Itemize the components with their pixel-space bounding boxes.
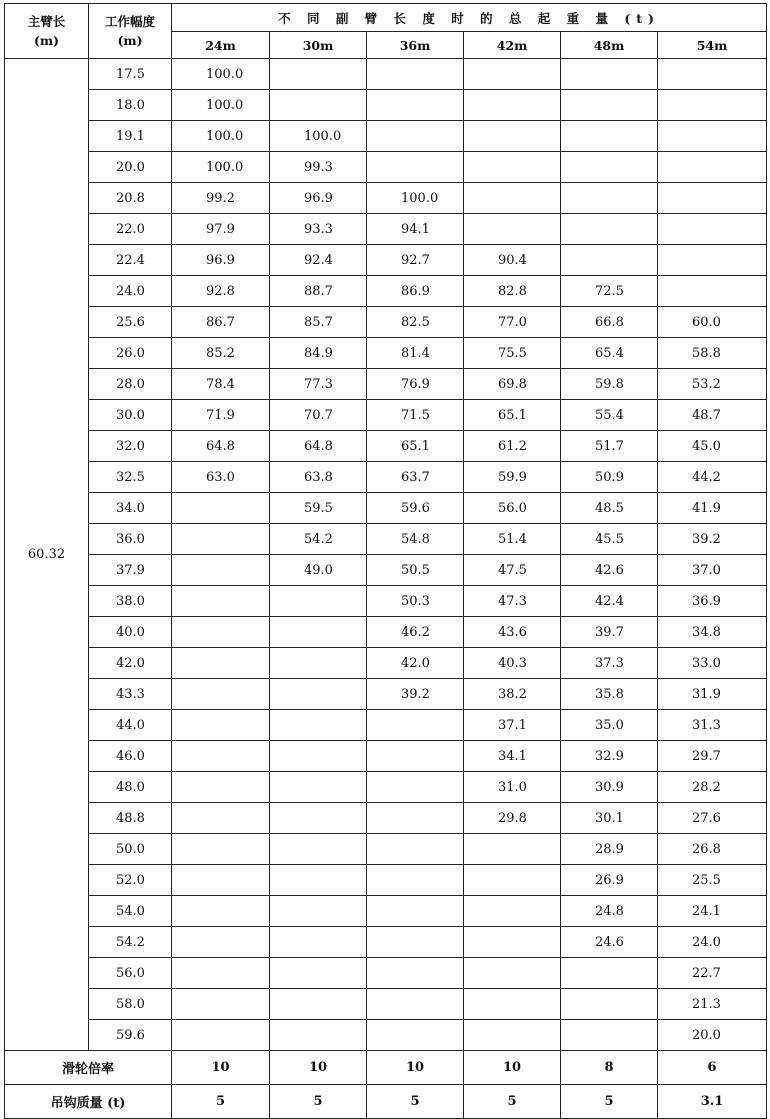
radius-cell: 40.0 <box>89 617 172 648</box>
radius-cell: 20.8 <box>89 183 172 214</box>
capacity-cell <box>270 958 367 989</box>
capacity-cell <box>464 1020 561 1051</box>
capacity-cell <box>270 648 367 679</box>
table-row <box>5 958 767 989</box>
capacity-cell <box>464 183 561 214</box>
capacity-cell <box>367 834 464 865</box>
table-row <box>5 772 767 803</box>
capacity-cell: 29.7 <box>658 741 767 772</box>
radius-cell: 43.3 <box>89 679 172 710</box>
radius-header <box>89 4 172 59</box>
capacity-cell <box>172 648 270 679</box>
capacity-cell <box>464 90 561 121</box>
radius-cell: 54.2 <box>89 927 172 958</box>
capacity-cell <box>367 1020 464 1051</box>
capacity-cell: 42.6 <box>561 555 658 586</box>
capacity-cell <box>561 59 658 90</box>
radius-cell: 38.0 <box>89 586 172 617</box>
capacity-cell <box>270 679 367 710</box>
table-row <box>5 555 767 586</box>
table-row <box>5 245 767 276</box>
capacity-cell: 45.0 <box>658 431 767 462</box>
radius-cell: 37.9 <box>89 555 172 586</box>
capacity-cell: 96.9 <box>270 183 367 214</box>
table-row <box>5 152 767 183</box>
radius-cell: 59.6 <box>89 1020 172 1051</box>
table-row <box>5 90 767 121</box>
capacity-cell <box>367 865 464 896</box>
radius-cell: 17.5 <box>89 59 172 90</box>
load-chart-table <box>4 3 767 1119</box>
radius-cell: 32.0 <box>89 431 172 462</box>
capacity-cell: 21.3 <box>658 989 767 1020</box>
capacity-cell <box>270 834 367 865</box>
radius-unit: (m) <box>117 33 143 48</box>
capacity-cell: 77.3 <box>270 369 367 400</box>
capacity-cell <box>464 989 561 1020</box>
capacity-cell: 31.3 <box>658 710 767 741</box>
capacity-cell: 86.9 <box>367 276 464 307</box>
capacity-cell: 39.2 <box>658 524 767 555</box>
radius-cell: 42.0 <box>89 648 172 679</box>
capacity-cell: 65.1 <box>464 400 561 431</box>
capacity-cell <box>464 927 561 958</box>
capacity-cell: 85.2 <box>172 338 270 369</box>
capacity-cell <box>172 865 270 896</box>
table-row <box>5 989 767 1020</box>
table-row <box>5 865 767 896</box>
capacity-cell: 42.0 <box>367 648 464 679</box>
capacity-cell <box>172 834 270 865</box>
capacity-cell <box>270 741 367 772</box>
capacity-cell: 48.5 <box>561 493 658 524</box>
radius-cell: 30.0 <box>89 400 172 431</box>
capacity-cell: 50.3 <box>367 586 464 617</box>
footer-value: 3.1 <box>658 1085 767 1119</box>
radius-cell: 25.6 <box>89 307 172 338</box>
capacity-cell <box>561 152 658 183</box>
capacity-cell <box>270 1020 367 1051</box>
capacity-cell: 47.3 <box>464 586 561 617</box>
capacity-cell <box>172 710 270 741</box>
table-body <box>5 59 767 1051</box>
radius-cell: 36.0 <box>89 524 172 555</box>
capacity-cell: 51.7 <box>561 431 658 462</box>
capacity-cell <box>270 989 367 1020</box>
radius-cell: 54.0 <box>89 896 172 927</box>
capacity-cell: 100.0 <box>172 90 270 121</box>
footer-value: 5 <box>464 1085 561 1119</box>
capacity-cell <box>172 555 270 586</box>
footer-value: 8 <box>561 1051 658 1085</box>
capacity-cell <box>270 586 367 617</box>
table-row <box>5 400 767 431</box>
footer-value: 5 <box>270 1085 367 1119</box>
capacity-cell: 28.9 <box>561 834 658 865</box>
capacity-cell: 65.1 <box>367 431 464 462</box>
capacity-super-header: 不 同 副 臂 长 度 时 的 总 起 重 量 (t) <box>172 4 767 32</box>
capacity-cell: 100.0 <box>172 59 270 90</box>
capacity-cell <box>172 927 270 958</box>
footer-value: 10 <box>270 1051 367 1085</box>
capacity-cell: 76.9 <box>367 369 464 400</box>
table-row <box>5 183 767 214</box>
capacity-cell <box>270 59 367 90</box>
capacity-cell <box>658 245 767 276</box>
capacity-cell <box>270 617 367 648</box>
capacity-cell <box>464 121 561 152</box>
radius-cell: 26.0 <box>89 338 172 369</box>
radius-cell: 56.0 <box>89 958 172 989</box>
capacity-cell: 54.8 <box>367 524 464 555</box>
capacity-cell: 82.5 <box>367 307 464 338</box>
capacity-cell: 63.8 <box>270 462 367 493</box>
table-row <box>5 338 767 369</box>
capacity-cell: 93.3 <box>270 214 367 245</box>
capacity-cell: 99.3 <box>270 152 367 183</box>
capacity-cell: 35.0 <box>561 710 658 741</box>
capacity-cell <box>464 152 561 183</box>
capacity-cell <box>172 524 270 555</box>
radius-cell: 50.0 <box>89 834 172 865</box>
capacity-cell <box>561 1020 658 1051</box>
table-row <box>5 307 767 338</box>
capacity-cell <box>172 1020 270 1051</box>
capacity-cell <box>172 989 270 1020</box>
jib-length-header: 48m <box>561 32 658 59</box>
capacity-cell <box>561 183 658 214</box>
capacity-cell <box>172 896 270 927</box>
capacity-cell <box>270 927 367 958</box>
capacity-cell: 38.2 <box>464 679 561 710</box>
capacity-cell <box>172 679 270 710</box>
table-row <box>5 834 767 865</box>
capacity-cell <box>464 896 561 927</box>
capacity-cell: 94.1 <box>367 214 464 245</box>
footer-value: 10 <box>172 1051 270 1085</box>
radius-cell: 20.0 <box>89 152 172 183</box>
jib-length-header: 36m <box>367 32 464 59</box>
table-row <box>5 59 767 90</box>
capacity-cell: 44.2 <box>658 462 767 493</box>
capacity-cell: 24.0 <box>658 927 767 958</box>
jib-length-header: 42m <box>464 32 561 59</box>
footer-value: 5 <box>367 1085 464 1119</box>
capacity-cell: 85.7 <box>270 307 367 338</box>
main-boom-unit: (m) <box>33 33 60 48</box>
capacity-cell: 92.8 <box>172 276 270 307</box>
capacity-cell: 77.0 <box>464 307 561 338</box>
table-row <box>5 276 767 307</box>
table-row <box>5 214 767 245</box>
main-boom-header <box>5 4 89 59</box>
capacity-cell <box>464 865 561 896</box>
capacity-cell: 49.0 <box>270 555 367 586</box>
table-footer <box>5 1051 767 1119</box>
capacity-cell <box>367 772 464 803</box>
jib-length-header: 54m <box>658 32 767 59</box>
table-row <box>5 1020 767 1051</box>
capacity-cell <box>367 121 464 152</box>
capacity-cell: 34.8 <box>658 617 767 648</box>
capacity-cell <box>561 245 658 276</box>
capacity-cell: 30.9 <box>561 772 658 803</box>
radius-cell: 48.8 <box>89 803 172 834</box>
capacity-cell: 71.9 <box>172 400 270 431</box>
radius-cell: 24.0 <box>89 276 172 307</box>
capacity-cell <box>172 741 270 772</box>
capacity-cell: 65.4 <box>561 338 658 369</box>
capacity-cell: 46.2 <box>367 617 464 648</box>
radius-cell: 52.0 <box>89 865 172 896</box>
capacity-cell: 31.9 <box>658 679 767 710</box>
table-row <box>5 741 767 772</box>
capacity-cell: 78.4 <box>172 369 270 400</box>
capacity-cell: 27.6 <box>658 803 767 834</box>
capacity-cell <box>172 958 270 989</box>
capacity-cell: 34.1 <box>464 741 561 772</box>
capacity-cell <box>464 59 561 90</box>
table-header <box>5 4 767 59</box>
capacity-cell: 25.5 <box>658 865 767 896</box>
capacity-cell: 43.6 <box>464 617 561 648</box>
capacity-cell: 97.9 <box>172 214 270 245</box>
radius-cell: 22.4 <box>89 245 172 276</box>
capacity-cell <box>658 90 767 121</box>
capacity-cell <box>172 617 270 648</box>
capacity-cell: 36.9 <box>658 586 767 617</box>
capacity-cell: 26.8 <box>658 834 767 865</box>
capacity-cell <box>658 152 767 183</box>
capacity-cell: 29.8 <box>464 803 561 834</box>
radius-cell: 58.0 <box>89 989 172 1020</box>
capacity-cell <box>561 958 658 989</box>
capacity-cell <box>367 710 464 741</box>
capacity-cell <box>561 989 658 1020</box>
capacity-cell: 59.6 <box>367 493 464 524</box>
capacity-cell: 100.0 <box>367 183 464 214</box>
table-row <box>5 648 767 679</box>
capacity-cell: 22.7 <box>658 958 767 989</box>
capacity-cell: 96.9 <box>172 245 270 276</box>
capacity-cell: 56.0 <box>464 493 561 524</box>
capacity-cell: 81.4 <box>367 338 464 369</box>
footer-value: 10 <box>367 1051 464 1085</box>
capacity-cell <box>172 493 270 524</box>
footer-value: 6 <box>658 1051 767 1085</box>
capacity-cell: 30.1 <box>561 803 658 834</box>
capacity-cell <box>367 59 464 90</box>
table-row <box>5 896 767 927</box>
capacity-cell: 28.2 <box>658 772 767 803</box>
capacity-cell: 70.7 <box>270 400 367 431</box>
table-row <box>5 927 767 958</box>
capacity-cell: 59.9 <box>464 462 561 493</box>
capacity-cell <box>367 927 464 958</box>
capacity-cell: 24.8 <box>561 896 658 927</box>
capacity-cell <box>561 90 658 121</box>
capacity-cell <box>270 710 367 741</box>
capacity-cell: 47.5 <box>464 555 561 586</box>
capacity-cell <box>270 90 367 121</box>
capacity-cell: 32.9 <box>561 741 658 772</box>
radius-cell: 19.1 <box>89 121 172 152</box>
capacity-cell <box>658 121 767 152</box>
capacity-cell: 26.9 <box>561 865 658 896</box>
capacity-cell: 53.2 <box>658 369 767 400</box>
capacity-cell: 75.5 <box>464 338 561 369</box>
radius-cell: 32.5 <box>89 462 172 493</box>
footer-label: 吊钩质量 (t) <box>5 1085 172 1119</box>
capacity-cell: 41.9 <box>658 493 767 524</box>
capacity-cell: 37.1 <box>464 710 561 741</box>
capacity-cell: 42.4 <box>561 586 658 617</box>
capacity-cell: 64.8 <box>172 431 270 462</box>
footer-row <box>5 1085 767 1119</box>
capacity-cell <box>464 834 561 865</box>
capacity-cell: 99.2 <box>172 183 270 214</box>
table-row <box>5 617 767 648</box>
table-row <box>5 462 767 493</box>
capacity-cell <box>464 958 561 989</box>
capacity-cell <box>561 121 658 152</box>
radius-cell: 34.0 <box>89 493 172 524</box>
capacity-cell <box>270 772 367 803</box>
capacity-cell: 71.5 <box>367 400 464 431</box>
capacity-cell: 69.8 <box>464 369 561 400</box>
capacity-cell <box>367 896 464 927</box>
main-boom-length-cell: 60.32 <box>5 59 89 1051</box>
capacity-cell: 66.8 <box>561 307 658 338</box>
capacity-cell: 63.7 <box>367 462 464 493</box>
capacity-cell: 55.4 <box>561 400 658 431</box>
footer-label: 滑轮倍率 <box>5 1051 172 1085</box>
capacity-cell: 37.3 <box>561 648 658 679</box>
capacity-cell: 72.5 <box>561 276 658 307</box>
capacity-cell <box>658 59 767 90</box>
capacity-cell <box>464 214 561 245</box>
footer-value: 10 <box>464 1051 561 1085</box>
capacity-cell: 39.7 <box>561 617 658 648</box>
capacity-cell <box>367 803 464 834</box>
capacity-cell <box>658 214 767 245</box>
main-boom-label: 主臂长 <box>27 14 66 29</box>
radius-cell: 28.0 <box>89 369 172 400</box>
capacity-cell <box>658 276 767 307</box>
capacity-cell <box>367 958 464 989</box>
capacity-cell: 33.0 <box>658 648 767 679</box>
radius-cell: 44.0 <box>89 710 172 741</box>
capacity-cell: 100.0 <box>270 121 367 152</box>
capacity-cell: 100.0 <box>172 121 270 152</box>
table-row <box>5 710 767 741</box>
footer-value: 5 <box>172 1085 270 1119</box>
capacity-cell <box>367 152 464 183</box>
radius-cell: 18.0 <box>89 90 172 121</box>
capacity-cell: 51.4 <box>464 524 561 555</box>
capacity-cell: 90.4 <box>464 245 561 276</box>
capacity-cell: 50.5 <box>367 555 464 586</box>
footer-row <box>5 1051 767 1085</box>
capacity-cell: 24.6 <box>561 927 658 958</box>
capacity-cell: 37.0 <box>658 555 767 586</box>
capacity-cell <box>270 865 367 896</box>
capacity-cell <box>172 803 270 834</box>
capacity-cell: 84.9 <box>270 338 367 369</box>
capacity-cell: 88.7 <box>270 276 367 307</box>
capacity-cell: 45.5 <box>561 524 658 555</box>
capacity-cell <box>270 803 367 834</box>
radius-cell: 22.0 <box>89 214 172 245</box>
table-row <box>5 431 767 462</box>
table-row <box>5 369 767 400</box>
capacity-cell: 63.0 <box>172 462 270 493</box>
capacity-cell: 50.9 <box>561 462 658 493</box>
capacity-cell <box>367 989 464 1020</box>
capacity-cell: 60.0 <box>658 307 767 338</box>
jib-length-header: 30m <box>270 32 367 59</box>
capacity-cell: 92.7 <box>367 245 464 276</box>
radius-cell: 46.0 <box>89 741 172 772</box>
capacity-cell <box>172 586 270 617</box>
capacity-cell: 40.3 <box>464 648 561 679</box>
capacity-cell <box>270 896 367 927</box>
capacity-cell <box>172 772 270 803</box>
capacity-cell: 59.8 <box>561 369 658 400</box>
table-row <box>5 803 767 834</box>
capacity-cell: 82.8 <box>464 276 561 307</box>
capacity-cell <box>367 741 464 772</box>
capacity-cell: 48.7 <box>658 400 767 431</box>
capacity-cell: 59.5 <box>270 493 367 524</box>
capacity-cell: 61.2 <box>464 431 561 462</box>
jib-length-header: 24m <box>172 32 270 59</box>
capacity-cell: 20.0 <box>658 1020 767 1051</box>
capacity-cell: 58.8 <box>658 338 767 369</box>
capacity-cell: 92.4 <box>270 245 367 276</box>
radius-cell: 48.0 <box>89 772 172 803</box>
capacity-cell: 54.2 <box>270 524 367 555</box>
capacity-cell <box>561 214 658 245</box>
capacity-cell: 24.1 <box>658 896 767 927</box>
table-row <box>5 121 767 152</box>
capacity-cell: 31.0 <box>464 772 561 803</box>
capacity-cell: 86.7 <box>172 307 270 338</box>
table-row <box>5 493 767 524</box>
table-row <box>5 586 767 617</box>
capacity-cell: 64.8 <box>270 431 367 462</box>
table-row <box>5 524 767 555</box>
table-row <box>5 679 767 710</box>
footer-value: 5 <box>561 1085 658 1119</box>
capacity-cell: 39.2 <box>367 679 464 710</box>
capacity-cell: 35.8 <box>561 679 658 710</box>
capacity-cell <box>658 183 767 214</box>
capacity-cell <box>367 90 464 121</box>
capacity-cell: 100.0 <box>172 152 270 183</box>
radius-label: 工作幅度 <box>104 14 155 29</box>
